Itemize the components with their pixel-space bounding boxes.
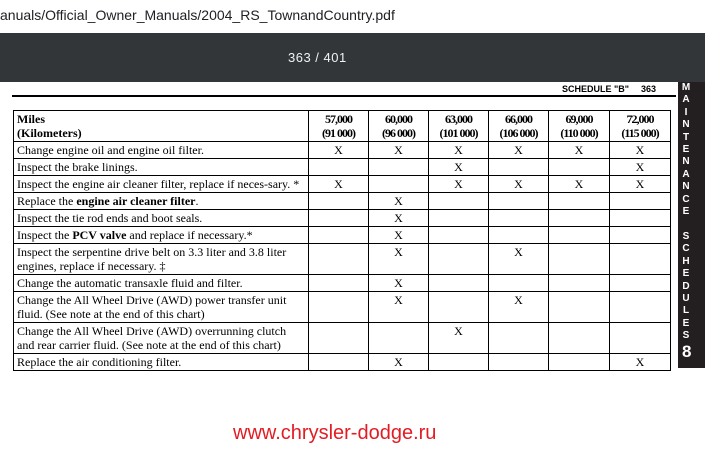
service-item-text: Inspect the serpentine drive belt on 3.3 liter and 3.8 liter engines, replace if necessary. ‡ [17,245,287,273]
interval-mark-cell [549,210,610,227]
service-item-cell [14,159,309,176]
interval-mark-cell [369,323,429,354]
interval-mark-cell [429,275,489,292]
header-kilometers-label: (Kilometers) [17,126,82,140]
interval-mark-cell [309,244,369,275]
interval-mark-cell: X [369,292,429,323]
page-counter[interactable]: 363 / 401 [288,50,347,65]
table-row [14,275,671,292]
service-item-cell [14,227,309,244]
service-item-text: Inspect the tie rod ends and boot seals. [17,211,203,225]
service-item-cell [14,275,309,292]
interval-mark-cell [549,354,610,371]
maintenance-schedule-table [13,110,671,371]
interval-mark-cell [549,227,610,244]
interval-mark-cell: X [610,159,671,176]
service-item-text: Change the All Wheel Drive (AWD) power transfer unit fluid. (See note at the end of this chart) [17,293,287,321]
interval-mark-cell [309,323,369,354]
address-bar[interactable] [0,0,705,33]
interval-mark-cell: X [369,275,429,292]
side-tab-letter: A [682,168,690,180]
interval-mark-cell [309,275,369,292]
side-tab-letter: M [681,82,691,93]
interval-mark-cell [549,159,610,176]
interval-mark-cell: X [369,227,429,244]
side-tab-letters [678,82,694,343]
interval-mark-cell: X [429,176,489,193]
service-item-cell [14,142,309,159]
side-tab-letter: E [682,206,690,218]
side-tab-letter: H [682,255,690,267]
service-item-cell [14,210,309,227]
interval-header: 72,000 (115 000) [610,111,671,142]
service-item-text: Inspect the [17,228,73,242]
table-header-row [14,111,671,142]
side-tab-letter: D [682,280,690,292]
interval-mark-cell [489,354,549,371]
interval-mark-cell [489,275,549,292]
interval-mark-cell [429,292,489,323]
header-label-cell [14,111,309,142]
interval-mark-cell: X [429,142,489,159]
interval-mark-cell [429,210,489,227]
side-tab-letter: U [682,292,690,304]
table-row [14,159,671,176]
side-tab-letter: N [682,119,690,131]
interval-mark-cell [549,193,610,210]
interval-mark-cell [610,275,671,292]
side-tab-letter: S [682,230,690,242]
interval-mark-cell [429,354,489,371]
interval-mark-cell [309,354,369,371]
interval-mark-cell [610,244,671,275]
interval-mark-cell [549,275,610,292]
interval-mark-cell [610,193,671,210]
interval-mark-cell: X [610,142,671,159]
interval-mark-cell: X [429,323,489,354]
interval-header: 69,000 (110 000) [549,111,610,142]
service-item-text: Change the automatic transaxle fluid and filter. [17,276,243,290]
interval-mark-cell: X [549,176,610,193]
side-tab-letter: S [682,330,690,342]
side-tab-letter: N [682,181,690,193]
url-text: anuals/Official_Owner_Manuals/2004_RS_TownandCountry.pdf [0,7,395,23]
running-head [562,84,656,94]
interval-mark-cell: X [610,176,671,193]
pdf-page [0,82,705,453]
interval-mark-cell: X [489,176,549,193]
interval-mark-cell [309,227,369,244]
interval-mark-cell [610,210,671,227]
interval-mark-cell [549,244,610,275]
service-item-emphasis: engine air cleaner filter [76,194,196,208]
interval-mark-cell: X [369,244,429,275]
interval-mark-cell: X [429,159,489,176]
service-item-text: Inspect the engine air cleaner filter, replace if neces-sary. * [17,177,300,191]
service-item-text: Replace the [17,194,77,208]
interval-mark-cell [610,292,671,323]
table-row [14,244,671,275]
interval-mark-cell [489,210,549,227]
interval-mark-cell: X [309,176,369,193]
interval-mark-cell [309,210,369,227]
running-head-title: SCHEDULE "B" [562,84,630,94]
interval-mark-cell: X [369,354,429,371]
interval-mark-cell [309,292,369,323]
table-row [14,210,671,227]
interval-mark-cell: X [489,142,549,159]
interval-header: 60,000 (96 000) [369,111,429,142]
interval-mark-cell: X [309,142,369,159]
service-item-text: Replace the air conditioning filter. [17,355,182,369]
table-row [14,142,671,159]
service-item-cell [14,193,309,210]
interval-mark-cell: X [549,142,610,159]
interval-mark-cell [309,159,369,176]
interval-mark-cell [369,176,429,193]
interval-mark-cell [610,227,671,244]
page-number: 363 [641,84,657,94]
service-item-text: Inspect the brake linings. [17,160,138,174]
interval-mark-cell: X [489,244,549,275]
side-tab-letter: C [682,243,690,255]
interval-header: 63,000 (101 000) [429,111,489,142]
table-row [14,176,671,193]
side-tab-letter: C [682,193,690,205]
table-row [14,323,671,354]
side-tab-letter [678,218,694,230]
table-row [14,227,671,244]
service-item-text: Change the All Wheel Drive (AWD) overrunning clutch and rear carrier fluid. (See note at the end of this chart) [17,324,287,352]
interval-mark-cell [489,159,549,176]
pdf-toolbar [0,33,705,82]
interval-mark-cell [429,244,489,275]
interval-mark-cell: X [610,354,671,371]
service-item-cell [14,292,309,323]
table-row [14,292,671,323]
interval-header: 57,000 (91 000) [309,111,369,142]
side-tab-letter: E [682,268,690,280]
table-row [14,354,671,371]
side-tab-letter: L [682,305,690,317]
side-tab-letter: E [682,317,690,329]
interval-mark-cell [429,193,489,210]
interval-mark-cell [369,159,429,176]
interval-mark-cell: X [369,142,429,159]
interval-mark-cell: X [369,210,429,227]
side-tab-letter: A [682,94,690,106]
header-miles-label: Miles [17,112,45,126]
side-tab-letter: N [682,156,690,168]
interval-mark-cell [549,292,610,323]
interval-mark-cell [489,193,549,210]
section-side-tab [678,82,705,368]
service-item-emphasis: PCV valve [72,228,127,242]
interval-mark-cell [309,193,369,210]
service-item-text: Change engine oil and engine oil filter. [17,143,204,157]
watermark-url: www.chrysler-dodge.ru [233,422,437,444]
service-item-cell [14,176,309,193]
side-tab-letter: E [682,144,690,156]
section-number: 8 [682,342,692,361]
interval-mark-cell: X [489,292,549,323]
service-item-text-suffix: and replace if necessary.* [126,228,253,242]
side-tab-letter: T [682,131,690,143]
interval-mark-cell [610,323,671,354]
interval-mark-cell [549,323,610,354]
side-tab-letter: I [684,106,688,118]
interval-mark-cell [489,227,549,244]
service-item-cell [14,323,309,354]
header-rule [12,95,676,97]
service-item-cell [14,354,309,371]
service-item-cell [14,244,309,275]
interval-mark-cell: X [369,193,429,210]
interval-mark-cell [429,227,489,244]
interval-header: 66,000 (106 000) [489,111,549,142]
table-row [14,193,671,210]
service-item-text-suffix: . [195,194,199,208]
interval-mark-cell [489,323,549,354]
